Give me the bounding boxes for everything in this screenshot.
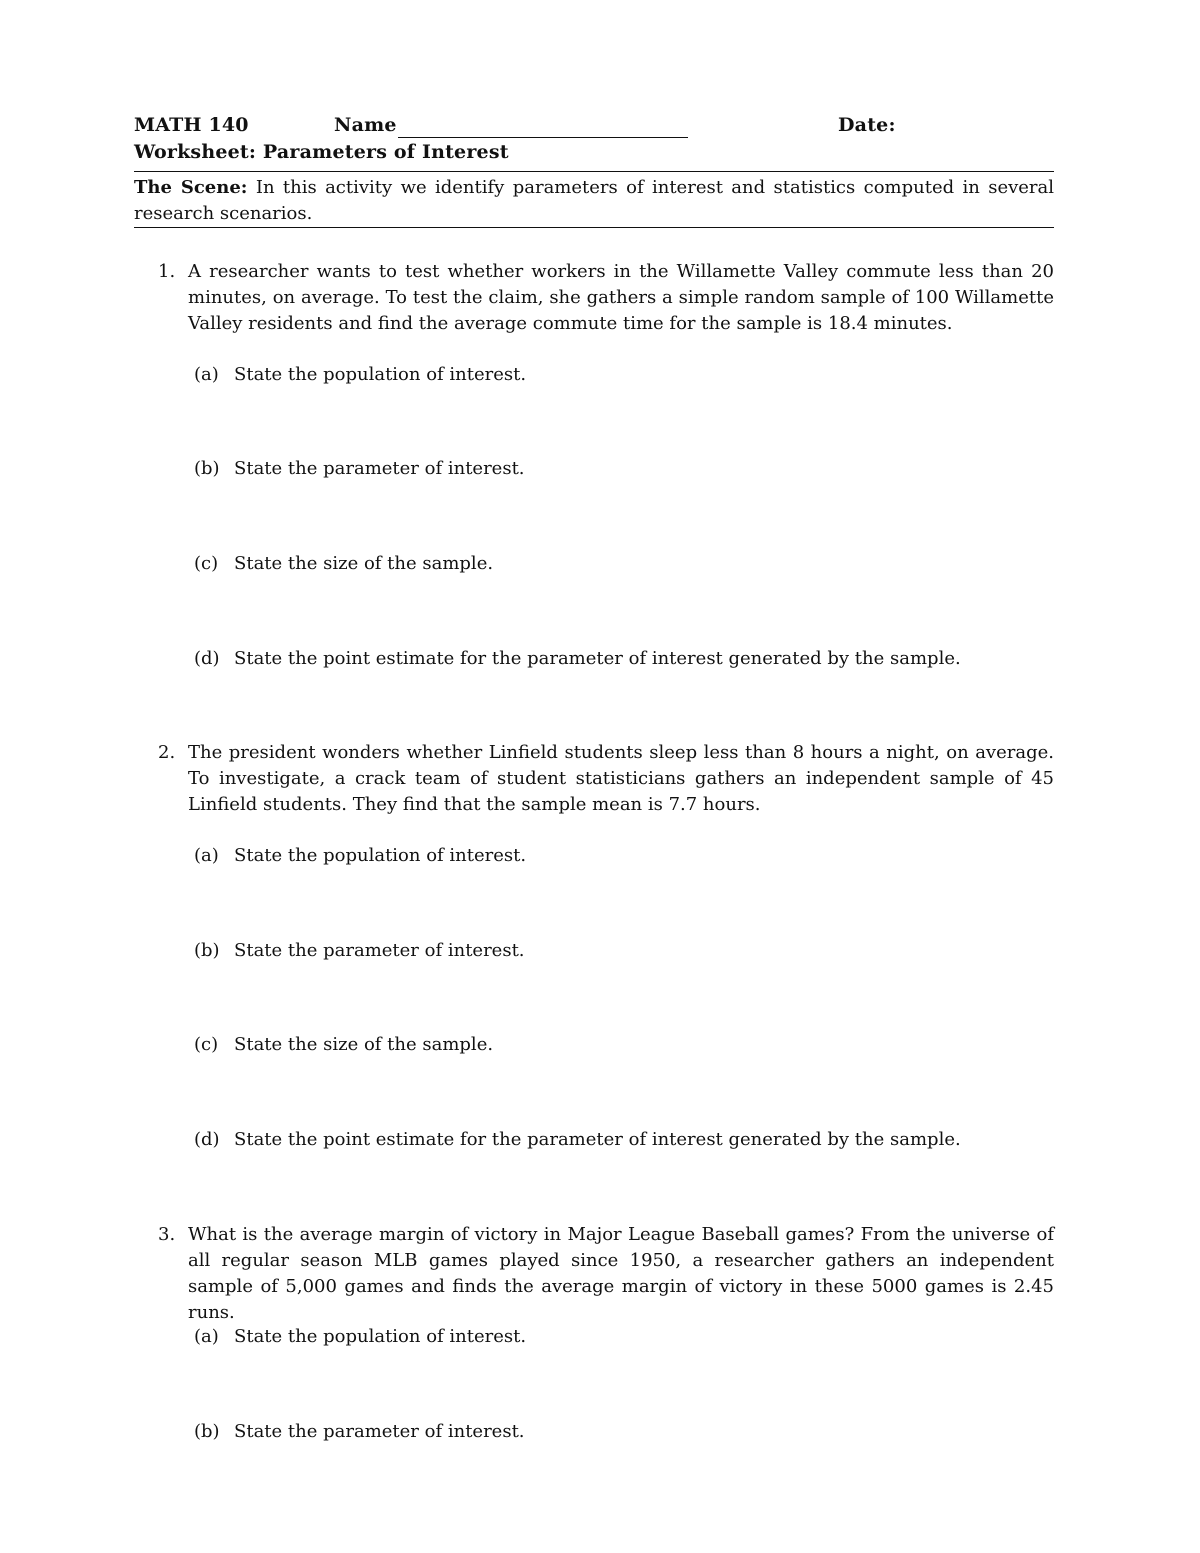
part-label: (d) [194,648,220,669]
part-label: (b) [194,1421,220,1442]
question-1 [134,259,1054,337]
question-2-part-a [134,843,526,869]
scene-label: The Scene: [134,177,248,198]
question-2-part-b [134,938,525,964]
course-code: MATH 140 [134,114,249,136]
question-3 [134,1222,1054,1326]
divider-top [134,171,1054,172]
scene-text: In this activity we identify parameters of interest and statistics computed in several research scenarios. [134,177,1055,224]
part-label: (d) [194,1129,220,1150]
question-3-part-a [134,1324,526,1350]
question-number: 1. [158,261,176,282]
question-text: A researcher wants to test whether workers in the Willamette Valley commute less than 20 minutes, on average. To test the claim, she gathers a simple random sample of 100 Willamette Valley residents and find the average commute time for the sample is 18.4 minutes. [188,261,1054,334]
question-text: The president wonders whether Linfield students sleep less than 8 hours a night, on average. To investigate, a crack team of student statisticians gathers an independent sample of 45 Linfield students. They find that the sample mean is 7.7 hours. [188,742,1054,815]
part-text: State the size of the sample. [234,553,494,574]
part-text: State the point estimate for the parameter of interest generated by the sample. [234,648,961,669]
name-label: Name [334,114,397,136]
part-label: (b) [194,458,220,479]
part-label: (a) [194,364,219,385]
part-text: State the population of interest. [234,845,527,866]
part-label: (c) [194,1034,219,1055]
part-text: State the population of interest. [234,364,527,385]
part-text: State the size of the sample. [234,1034,494,1055]
part-text: State the point estimate for the parameter of interest generated by the sample. [234,1129,961,1150]
part-text: State the parameter of interest. [234,458,525,479]
question-text: What is the average margin of victory in Major League Baseball games? From the universe of all regular season MLB games played since 1950, a researcher gathers an independent sample of 5,000 games and finds the average margin of victory in these 5000 games is 2.45 runs. [188,1224,1054,1323]
question-2-part-d [134,1127,961,1153]
question-1-part-d [134,646,961,672]
date-label: Date: [838,114,896,136]
part-label: (a) [194,845,219,866]
question-number: 2. [158,742,176,763]
question-1-part-b [134,456,525,482]
name-blank-line [398,137,688,138]
part-label: (c) [194,553,219,574]
part-text: State the parameter of interest. [234,1421,525,1442]
question-1-part-c [134,551,493,577]
question-3-part-b [134,1419,525,1445]
worksheet-title: Worksheet: Parameters of Interest [134,141,509,163]
worksheet-header [134,114,1054,142]
part-label: (b) [194,940,220,961]
scene-intro [134,175,1054,227]
part-label: (a) [194,1326,219,1347]
part-text: State the parameter of interest. [234,940,525,961]
divider-bottom [134,227,1054,228]
part-text: State the population of interest. [234,1326,527,1347]
question-2-part-c [134,1032,493,1058]
question-number: 3. [158,1224,176,1245]
question-2 [134,740,1054,818]
question-1-part-a [134,362,526,388]
